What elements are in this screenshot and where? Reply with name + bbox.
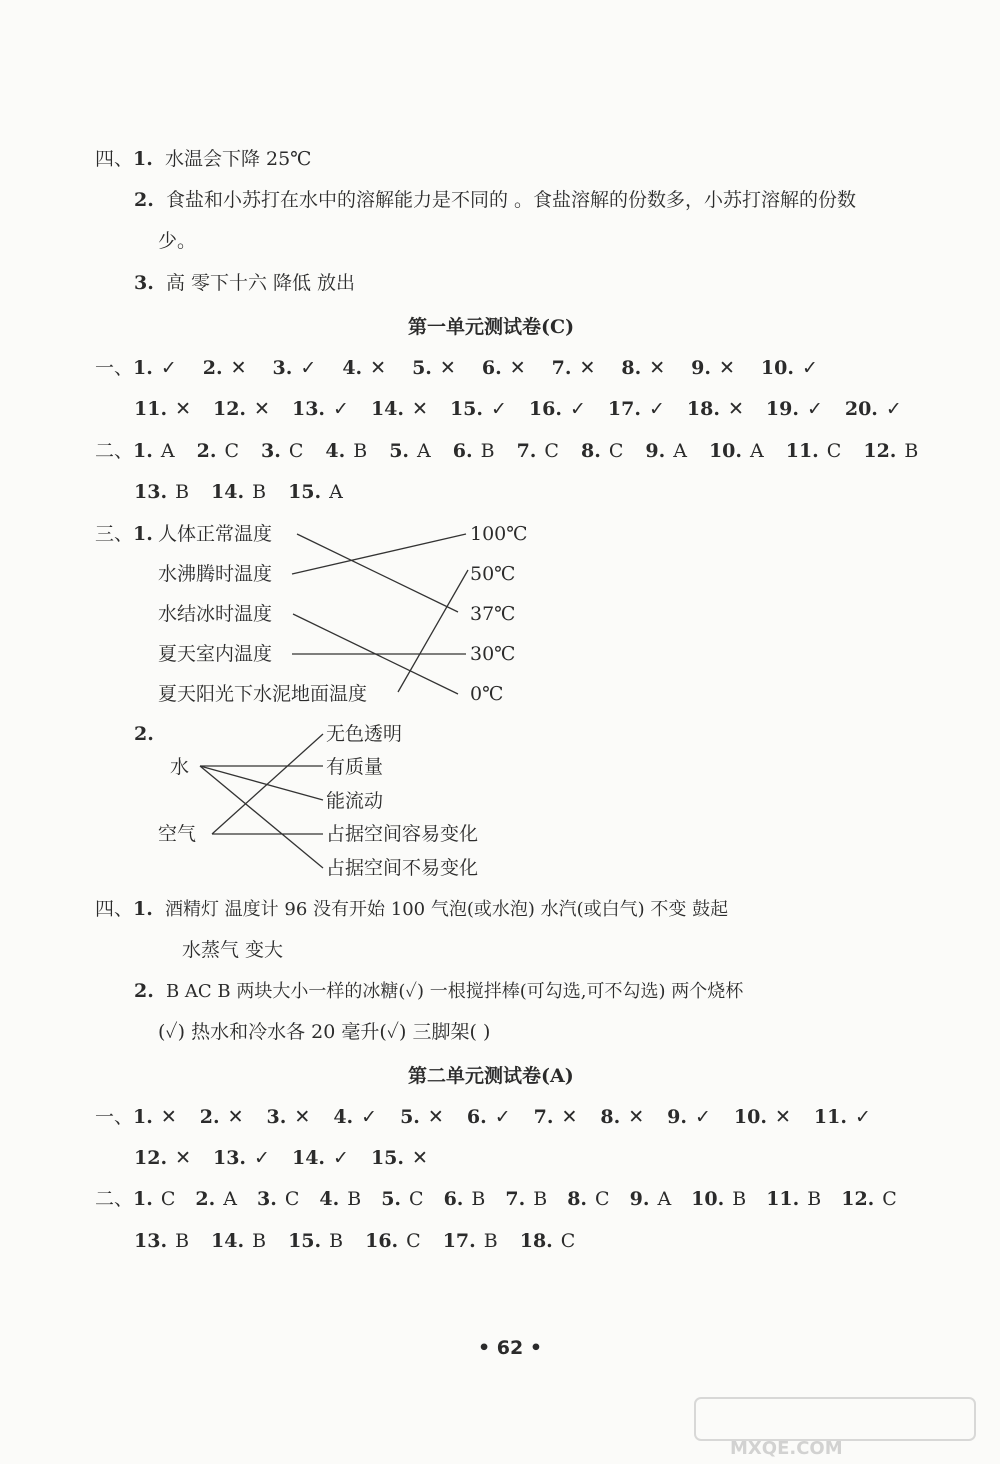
- answer-value: C: [608, 440, 624, 462]
- match2-right-2: 能流动: [326, 790, 384, 812]
- answer-value: A: [750, 440, 764, 462]
- answer-number: 12.: [863, 440, 897, 462]
- test-2a-part1-row2: [134, 1146, 450, 1170]
- test-c-part3-q2-num: 2.: [134, 723, 154, 745]
- answer-item: [444, 1187, 486, 1211]
- match1-line-b: [292, 534, 466, 574]
- match1-right-4: 0℃: [470, 683, 504, 705]
- match1-left-4: 夏天阳光下水泥地面温度: [158, 683, 368, 705]
- answer-number: 10.: [760, 357, 794, 379]
- answer-number: 16.: [365, 1230, 399, 1252]
- test-c-part3-q1-num: 1.: [133, 523, 153, 545]
- answer-value: ✓: [569, 398, 586, 420]
- answer-number: 15.: [288, 1230, 322, 1252]
- test-2a-part1-prefix: 一、: [95, 1106, 134, 1128]
- answer-item: [267, 1105, 311, 1129]
- answer-item: [133, 1187, 175, 1211]
- answer-number: 8.: [580, 440, 601, 462]
- answer-value: A: [657, 1188, 672, 1210]
- test-c-part3-prefix: 三、: [95, 523, 134, 545]
- answer-value: B: [252, 1230, 267, 1252]
- match1-left-0: 人体正常温度: [158, 523, 273, 545]
- test-2a-part2-row2: [134, 1229, 597, 1253]
- answer-value: ✕: [175, 398, 191, 420]
- answer-value: C: [595, 1188, 610, 1210]
- answer-number: 10.: [733, 1106, 767, 1128]
- answer-number: 7.: [551, 357, 572, 379]
- sec4-q2-line2: 少。: [158, 230, 197, 252]
- test-2a-part1-row1: [95, 1105, 894, 1129]
- answer-number: 3.: [256, 1188, 277, 1210]
- test-c-part1-prefix: 一、: [95, 357, 134, 379]
- test-c-part4-q1-line1: 酒精灯 温度计 96 没有开始 100 气泡(或水泡) 水汽(或白气) 不变 鼓起: [164, 899, 729, 920]
- answer-number: 2.: [202, 357, 223, 379]
- answer-item: [288, 1229, 343, 1253]
- match2-right-0: 无色透明: [326, 723, 403, 745]
- answer-number: 4.: [333, 1106, 354, 1128]
- answer-number: 10.: [708, 440, 742, 462]
- page-number: • 62 •: [478, 1337, 542, 1359]
- answer-value: ✓: [494, 1106, 511, 1128]
- sec4-q1-text: 水温会下降 25℃: [164, 148, 312, 170]
- answer-item: [841, 1187, 897, 1211]
- answer-value: C: [409, 1188, 424, 1210]
- answer-number: 11.: [785, 440, 819, 462]
- answer-value: ✕: [439, 357, 456, 379]
- answer-number: 6.: [481, 357, 502, 379]
- test-c-part4-q1-num: 1.: [133, 898, 153, 920]
- answer-number: 7.: [533, 1106, 554, 1128]
- match2-line-d: [212, 734, 323, 834]
- answer-item: [371, 1146, 428, 1170]
- answer-value: ✓: [333, 398, 349, 420]
- answer-number: 5.: [400, 1106, 420, 1128]
- answer-value: C: [288, 440, 304, 462]
- answer-value: ✕: [561, 1106, 578, 1128]
- answer-value: ✕: [294, 1106, 311, 1128]
- answer-value: B: [471, 1188, 486, 1210]
- answer-number: 1.: [133, 357, 153, 379]
- answer-value: B: [175, 481, 190, 503]
- answer-value: ✓: [885, 398, 902, 420]
- match1-left-2: 水结冰时温度: [158, 603, 273, 625]
- test-2a-part2-row1: [95, 1187, 917, 1211]
- answer-number: 12.: [212, 398, 247, 420]
- match1-right-0: 100℃: [470, 523, 528, 545]
- answer-value: ✕: [227, 1106, 244, 1128]
- answer-value: B: [353, 440, 368, 462]
- test-c-part4-q2-num: 2.: [134, 980, 154, 1002]
- answer-number: 6.: [466, 1106, 487, 1128]
- match1-left-3: 夏天室内温度: [158, 643, 273, 665]
- answer-item: [134, 1146, 191, 1170]
- answer-number: 13.: [134, 1230, 168, 1252]
- answer-value: ✕: [412, 1147, 428, 1169]
- answer-number: 3.: [260, 440, 281, 462]
- watermark-text: MXQE.COM: [730, 1438, 843, 1459]
- sec4-q2-num: 2.: [134, 189, 154, 211]
- answer-number: 17.: [442, 1230, 476, 1252]
- answer-number: 12.: [134, 1147, 168, 1169]
- sec4-prefix: 四、: [95, 148, 134, 170]
- answer-value: ✕: [579, 357, 596, 379]
- answer-value: ✓: [694, 1106, 711, 1128]
- answer-number: 8.: [600, 1106, 621, 1128]
- test-c-part4-prefix: 四、: [95, 898, 134, 920]
- answer-number: 1.: [133, 1188, 153, 1210]
- answer-number: 9.: [645, 440, 666, 462]
- answer-item: [505, 1187, 547, 1211]
- answer-value: C: [826, 440, 842, 462]
- test-2a-part2-prefix: 二、: [95, 1188, 134, 1210]
- answer-item: [381, 1187, 423, 1211]
- match2-right-4: 占据空间不易变化: [326, 857, 479, 879]
- test-c-part4-q1: [95, 897, 728, 922]
- sec4-q3-text: 高 零下十六 降低 放出: [165, 272, 356, 294]
- answer-number: 20.: [844, 398, 878, 420]
- answer-number: 1.: [133, 1106, 153, 1128]
- answer-item: [400, 1105, 444, 1129]
- answer-value: A: [673, 440, 687, 462]
- answer-value: B: [252, 481, 267, 503]
- answer-number: 9.: [667, 1106, 687, 1128]
- answer-value: ✓: [160, 357, 177, 379]
- answer-number: 14.: [370, 398, 405, 420]
- answer-number: 10.: [691, 1188, 725, 1210]
- answer-value: C: [544, 440, 559, 462]
- match2-line-c: [200, 766, 323, 868]
- answer-item: [520, 1229, 576, 1253]
- answer-item: [814, 1105, 871, 1129]
- answer-number: 14.: [211, 1230, 245, 1252]
- answer-value: ✕: [370, 357, 387, 379]
- answer-value: ✓: [333, 1147, 349, 1169]
- answer-number: 2.: [199, 1106, 220, 1128]
- answer-number: 16.: [528, 398, 562, 420]
- answer-value: ✕: [412, 398, 428, 420]
- answer-value: ✓: [254, 1147, 270, 1169]
- sec4-q1-num: 1.: [133, 148, 153, 170]
- test-2a-title: 第二单元测试卷(A): [408, 1065, 574, 1087]
- answer-number: 14.: [211, 481, 245, 503]
- answer-number: 11.: [766, 1188, 800, 1210]
- answer-item: [319, 1187, 361, 1211]
- answer-item: [365, 1229, 421, 1253]
- answer-number: 6.: [443, 1188, 464, 1210]
- answer-number: 7.: [516, 440, 537, 462]
- match1-left-1: 水沸腾时温度: [158, 563, 273, 585]
- test-c-title: 第一单元测试卷(C): [408, 316, 575, 338]
- answer-value: B: [175, 1230, 190, 1252]
- test-c-part4-q2-line2: (✓) 热水和冷水各 20 毫升(✓) 三脚架( ): [158, 1021, 491, 1043]
- answer-number: 19.: [765, 398, 799, 420]
- answer-value: C: [224, 440, 239, 462]
- answer-item: [200, 1105, 244, 1129]
- answer-value: ✕: [427, 1106, 444, 1128]
- answer-value: A: [417, 440, 431, 462]
- answer-number: 15.: [449, 398, 483, 420]
- answer-number: 17.: [607, 398, 641, 420]
- match1-right-2: 37℃: [470, 603, 516, 625]
- answer-item: [630, 1187, 672, 1211]
- answer-number: 8.: [621, 357, 642, 379]
- answer-value: B: [483, 1230, 498, 1252]
- answer-number: 4.: [325, 440, 346, 462]
- answer-item: [195, 1187, 237, 1211]
- answer-number: 15.: [288, 481, 322, 503]
- answer-number: 11.: [134, 398, 168, 420]
- answer-number: 13.: [212, 1147, 247, 1169]
- answer-value: ✓: [801, 357, 818, 379]
- answer-number: 4.: [342, 357, 363, 379]
- answer-number: 2.: [196, 440, 217, 462]
- answer-number: 1.: [133, 440, 153, 462]
- answer-item: [133, 1105, 177, 1129]
- match1-right-3: 30℃: [470, 643, 516, 665]
- answer-item: [567, 1187, 609, 1211]
- match1-right-1: 50℃: [470, 563, 516, 585]
- answer-value: ✕: [649, 357, 666, 379]
- answer-item: [667, 1105, 711, 1129]
- answer-value: C: [284, 1188, 300, 1210]
- answer-value: ✓: [854, 1106, 871, 1128]
- answer-value: ✕: [175, 1147, 191, 1169]
- answer-number: 18.: [519, 1230, 553, 1252]
- answer-item: [213, 1146, 270, 1170]
- answer-item: [211, 1229, 266, 1253]
- test-c-part4-q2: [134, 979, 743, 1004]
- answer-number: 7.: [505, 1188, 526, 1210]
- answer-value: ✕: [160, 1106, 177, 1128]
- answer-value: C: [160, 1188, 176, 1210]
- answer-value: B: [329, 1230, 344, 1252]
- answer-value: C: [882, 1188, 897, 1210]
- answer-number: 5.: [389, 440, 410, 462]
- answer-value: ✕: [509, 357, 526, 379]
- test-c-part4-q1-line2: 水蒸气 变大: [182, 939, 284, 961]
- match1-line-a: [297, 534, 458, 612]
- match2-line-b: [200, 766, 323, 800]
- answer-value: A: [223, 1188, 237, 1210]
- answer-value: ✓: [300, 357, 317, 379]
- match2-left-1: 空气: [158, 823, 197, 845]
- answer-number: 8.: [567, 1188, 588, 1210]
- answer-item: [734, 1105, 791, 1129]
- answer-value: B: [807, 1188, 822, 1210]
- answer-value: C: [560, 1230, 576, 1252]
- answer-value: C: [406, 1230, 421, 1252]
- answer-value: A: [160, 440, 175, 462]
- match2-right-3: 占据空间容易变化: [326, 823, 479, 845]
- answer-number: 6.: [452, 440, 473, 462]
- answer-number: 9.: [691, 357, 711, 379]
- answer-number: 9.: [629, 1188, 650, 1210]
- answer-item: [534, 1105, 578, 1129]
- answer-number: 13.: [291, 398, 326, 420]
- answer-number: 11.: [813, 1106, 847, 1128]
- answer-value: B: [732, 1188, 747, 1210]
- answer-value: ✕: [718, 357, 735, 379]
- test-c-part2-prefix: 二、: [95, 440, 134, 462]
- answer-item: [600, 1105, 644, 1129]
- match2-left-0: 水: [170, 756, 190, 778]
- answer-item: [467, 1105, 511, 1129]
- answer-number: 15.: [370, 1147, 405, 1169]
- answer-value: ✕: [628, 1106, 645, 1128]
- answer-number: 4.: [319, 1188, 340, 1210]
- answer-value: ✕: [727, 398, 744, 420]
- answer-number: 3.: [272, 357, 293, 379]
- answer-number: 5.: [412, 357, 432, 379]
- sec4-q3-num: 3.: [134, 272, 154, 294]
- answer-value: ✕: [230, 357, 247, 379]
- answer-value: B: [904, 440, 919, 462]
- answer-number: 3.: [266, 1106, 287, 1128]
- watermark-logo: [690, 1395, 990, 1460]
- answer-number: 14.: [291, 1147, 326, 1169]
- answer-value: B: [533, 1188, 548, 1210]
- answer-value: B: [347, 1188, 362, 1210]
- answer-item: [766, 1187, 821, 1211]
- answer-value: ✓: [491, 398, 507, 420]
- answer-value: A: [329, 481, 343, 503]
- answer-item: [691, 1187, 746, 1211]
- test-c-part4-q2-line1: B AC B 两块大小一样的冰糖(✓) 一根搅拌棒(可勾选,可不勾选) 两个烧杯: [165, 981, 744, 1002]
- answer-value: ✕: [774, 1106, 791, 1128]
- answer-value: ✓: [806, 398, 823, 420]
- answer-number: 18.: [686, 398, 720, 420]
- answer-number: 2.: [195, 1188, 216, 1210]
- answer-item: [134, 1229, 189, 1253]
- sec4-q2-line1: 食盐和小苏打在水中的溶解能力是不同的 。食盐溶解的份数多，小苏打溶解的份数: [165, 189, 856, 211]
- answer-item: [333, 1105, 377, 1129]
- answer-item: [257, 1187, 299, 1211]
- answer-number: 13.: [134, 481, 168, 503]
- answer-value: ✓: [648, 398, 665, 420]
- answer-value: ✕: [254, 398, 270, 420]
- answer-number: 5.: [381, 1188, 402, 1210]
- answer-item: [292, 1146, 349, 1170]
- answer-value: ✓: [361, 1106, 378, 1128]
- answer-number: 12.: [841, 1188, 875, 1210]
- match2-right-1: 有质量: [326, 756, 384, 778]
- answer-item: [443, 1229, 498, 1253]
- answer-value: B: [480, 440, 495, 462]
